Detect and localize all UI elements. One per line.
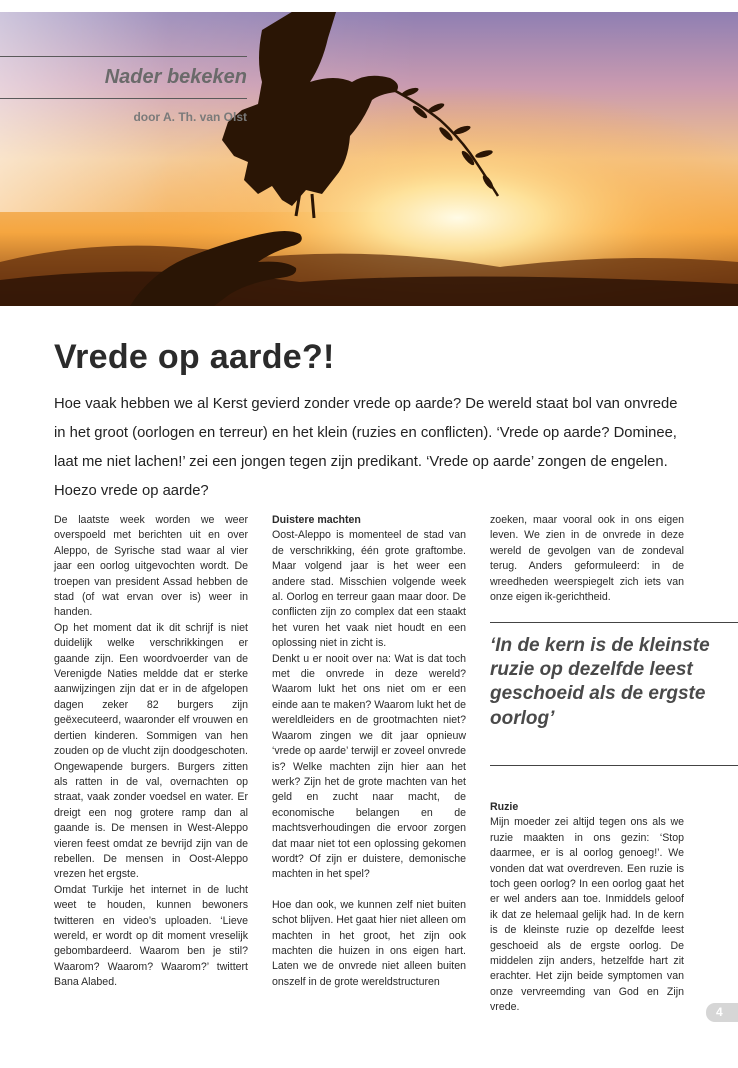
paragraph: Oost-Aleppo is momenteel de stad van de verschrikking, één grote graftombe. Maar volgend jaar is het weer een andere stad. Misschien volgende week al. Oorlog en terreur gaan maar door. De conflicten zijn zo complex dat een staakt het vuren het vaak niet houdt en een oplossing niet in zicht is.: [272, 529, 466, 650]
paragraph: Omdat Turkije het internet in de lucht weet te houden, kunnen bewoners twitteren en video’s uploaden. ‘Lieve wereld, er wordt op dit moment vreselijk gebombardeerd. Waarom ben je stil? Waarom? Waarom? Waarom?’ twittert Bana Alabed.: [54, 883, 248, 989]
pull-quote-rule-bottom: [490, 765, 738, 766]
paragraph: Op het moment dat ik dit schrijf is niet duidelijk welke verschrikkingen er gaande zijn. Een woordvoerder van de Verenigde Naties meldde dat er sterke aanwijzingen zijn dat er in de afgelopen dagen zeker 82 burgers zijn geëxecuteerd, waaronder elf vrouwen en dertien kinderen. Sommigen van hen zouden op de vlucht zijn doodgeschoten. Ongewapende burgers. Burgers zitten als ratten in de val, overnachten op straat, vaak zonder voedsel en water. Er dreigt een nog grotere ramp dan al gaande is. De mensen in West-Aleppo vieren feest omdat ze bevrijd zijn van de rebellen. De mensen in Oost-Aleppo vrezen het ergste.: [54, 621, 248, 881]
paragraph: De laatste week worden we weer overspoeld met berichten uit en over Aleppo, de Syrische stad waar al vier jaar een oorlog uitgevochten wordt. De troepen van president Assad hebben de stad (of wat ervan over is) weer in handen.: [54, 514, 248, 619]
hero-image: [0, 12, 738, 306]
column-3: [490, 513, 684, 605]
page-number: 4: [706, 1003, 738, 1022]
paragraph: Mijn moeder zei altijd tegen ons als we ruzie maakten in ons gezin: ‘Stop daarmee, er is al oorlog genoeg!’. We vonden dat wat overdreven. Een ruzie is toch geen oorlog? In een oorlog gaat het er wel anders aan toe. Inmiddels geloof ik dat ze helemaal gelijk had. In de kern is de kleinste ruzie op dezelfde leest geschoeid als de ergste oorlog. De middelen zijn anders, hetzelfde hart zit erachter. Het zijn beide symptomen van onze vervreemding van God en Zijn vrede.: [490, 816, 684, 1014]
subheading-duistere-machten: Duistere machten: [272, 514, 361, 526]
paragraph: Hoe dan ook, we kunnen zelf niet buiten schot blijven. Het gaat hier niet alleen om machten in het groot, het zijn ook machten die huizen in ons eigen hart. Laten we de onvrede niet alleen buiten onszelf in de grote wereldstructuren: [272, 898, 466, 988]
column-3-continued: [490, 800, 684, 1016]
paragraph: zoeken, maar vooral ook in ons eigen leven. We zien in de onvrede in deze wereld de gevolgen van de zondeval terug. Anders geformuleerd: in de wreedheden weerspiegelt zich iets van onze eigen ik-gerichtheid.: [490, 514, 684, 604]
column-2: [272, 513, 466, 990]
kicker-rule-bottom: [0, 98, 247, 99]
article-title: Vrede op aarde?!: [54, 338, 335, 376]
author-byline: door A. Th. van Olst: [133, 110, 247, 124]
article-intro: Hoe vaak hebben we al Kerst gevierd zonder vrede op aarde? De wereld staat bol van onvrede in het groot (oorlogen en terreur) en het klein (ruzies en conflicten). ‘Vrede op aarde? Dominee, laat me niet lachen!’ zei een jongen tegen zijn predikant. ‘Vrede op aarde’ zongen de engelen. Hoezo vrede op aarde?: [54, 396, 678, 499]
pull-quote: ‘In de kern is de kleinste ruzie op dezelfde leest geschoeid als de ergste oorlog’: [490, 635, 710, 729]
subheading-ruzie: Ruzie: [490, 801, 519, 813]
paragraph: Denkt u er nooit over na: Wat is dat toch met die onvrede in deze wereld? Waarom lukt het ons niet om er een einde aan te maken? Waarom lukt het de wereldleiders en de grootmachten niet? Waarom zingen we dit jaar opnieuw ‘vrede op aarde’ terwijl er zoveel onvrede is? Welke machten zijn hier aan het werk? Zijn het de grote machten van het geld en zucht naar macht, de economische belangen en de machtsverhoudingen die ervoor zorgen dat maar niet tot een oplossing gekomen wordt? Of zijn er duistere, demonische machten in het spel?: [272, 652, 466, 881]
section-kicker: Nader bekeken: [104, 66, 247, 88]
column-1: [54, 513, 248, 991]
pull-quote-rule-top: [490, 622, 738, 623]
kicker-rule-top: [0, 56, 247, 57]
